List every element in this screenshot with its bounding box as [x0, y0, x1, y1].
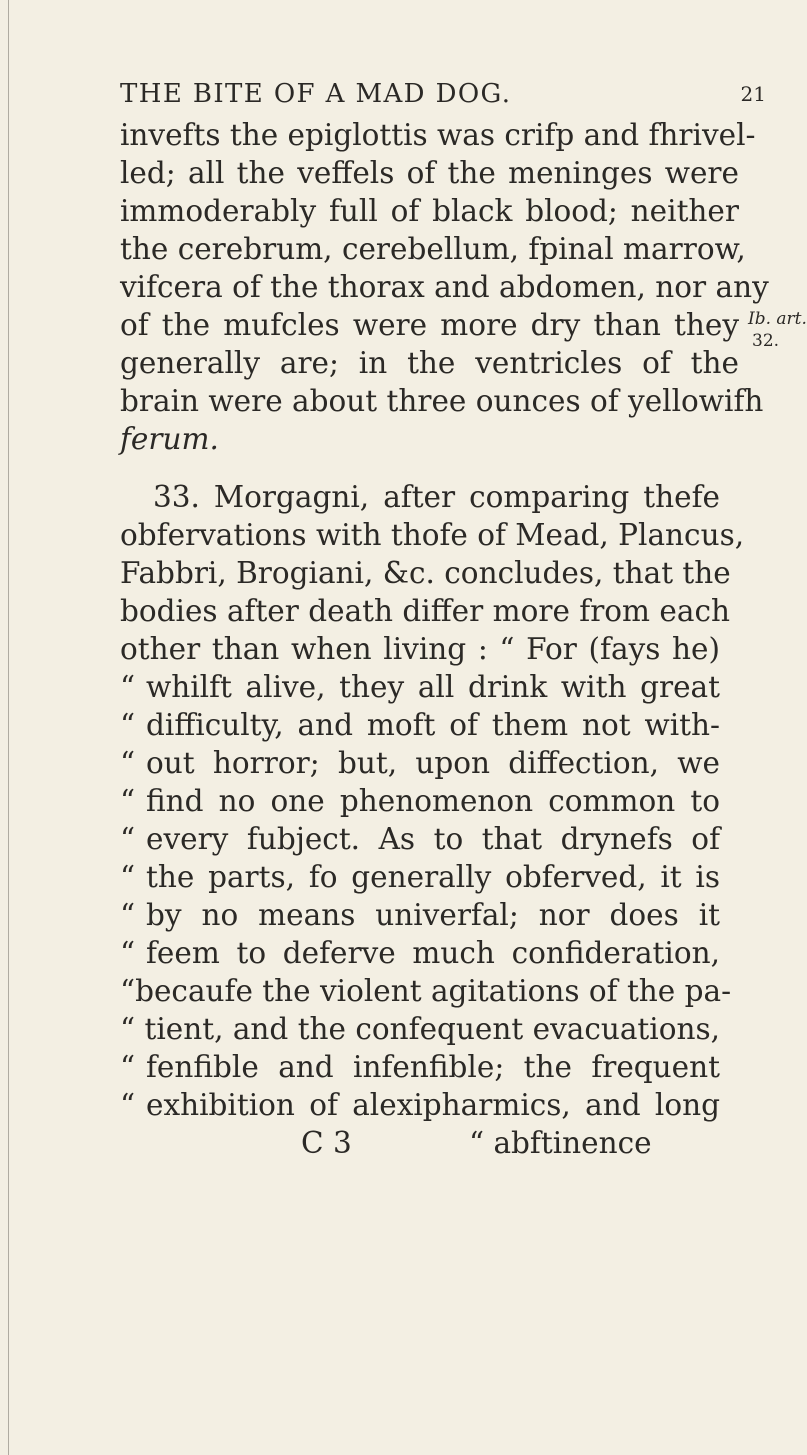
page-header [120, 79, 780, 119]
quote-mark: “ [120, 784, 136, 818]
quoted-line [120, 782, 720, 820]
quoted-line [120, 1010, 720, 1048]
text-line: obfervations with thofe of Mead, Plancus, [120, 518, 745, 552]
quote-mark: “ [120, 708, 136, 742]
catchword: “ abftinence [469, 1126, 652, 1160]
text-line: of the mufcles were more dry than they [120, 308, 739, 342]
quoted-line [120, 896, 720, 934]
text-line: led; all the veffels of the meninges were [120, 156, 739, 190]
text-line: the parts, fo generally obferved, it is [146, 860, 720, 894]
paragraph-first-line: 33. Morgagni, after comparing thefe [153, 480, 720, 514]
quoted-line [120, 668, 720, 706]
page-number: 21 [740, 82, 766, 106]
text-line: Fabbri, Brogiani, &c. concludes, that the [120, 556, 731, 590]
quoted-line [120, 972, 732, 1010]
quote-mark: “ [120, 1012, 136, 1046]
text-line: whilft alive, they all drink with great [146, 670, 720, 704]
quote-mark: “ [120, 822, 136, 856]
text-line: difficulty, and moft of them not with- [146, 708, 720, 742]
quote-mark: “ [120, 974, 136, 1008]
text-line: every fubject. As to that drynefs of [146, 822, 720, 856]
text-line: the cerebrum, cerebellum, fpinal marrow, [120, 232, 746, 266]
text-line: brain were about three ounces of yellowifh [120, 384, 764, 418]
quoted-line [120, 1048, 720, 1086]
quoted-line [120, 706, 720, 744]
quote-mark: “ [120, 898, 136, 932]
running-title: THE BITE OF A MAD DOG. [120, 79, 512, 109]
text-line: becaufe the violent agitations of the pa- [135, 974, 732, 1008]
quote-mark: “ [120, 936, 136, 970]
text-line: by no means univerfal; nor does it [146, 898, 720, 932]
text-line: vifcera of the thorax and abdomen, nor any [120, 270, 769, 304]
text-line: find no one phenomenon common to [146, 784, 720, 818]
quote-mark: “ [120, 670, 136, 704]
quoted-line [120, 858, 720, 896]
text-line: immoderably full of black blood; neither [120, 194, 739, 228]
text-line: invefts the epiglottis was crifp and fhrivel- [120, 118, 756, 152]
text-line: fenfible and infenfible; the frequent [146, 1050, 720, 1084]
text-line: tient, and the confequent evacuations, [144, 1012, 720, 1046]
quote-mark: “ [120, 746, 136, 780]
text-line: other than when living : “ For (fays he) [120, 632, 720, 666]
text-line: feem to deferve much confideration, [146, 936, 720, 970]
quote-mark: “ [120, 1088, 136, 1122]
text-line: bodies after death differ more from each [120, 594, 730, 628]
quoted-line [120, 744, 720, 782]
quoted-line [120, 934, 720, 972]
text-line: ferum. [120, 422, 219, 456]
quoted-line [120, 1086, 720, 1124]
quoted-line [120, 820, 720, 858]
page-edge [8, 0, 9, 1455]
quote-mark: “ [120, 1050, 136, 1084]
margin-reference: Ib. art. [748, 309, 807, 329]
quote-mark: “ [120, 860, 136, 894]
text-line: out horror; but, upon diffection, we [146, 746, 720, 780]
margin-reference-number: 32. [752, 331, 780, 351]
text-line: exhibition of alexipharmics, and long [146, 1088, 720, 1122]
signature-mark: C 3 [301, 1126, 352, 1160]
text-line: generally are; in the ventricles of the [120, 346, 739, 380]
